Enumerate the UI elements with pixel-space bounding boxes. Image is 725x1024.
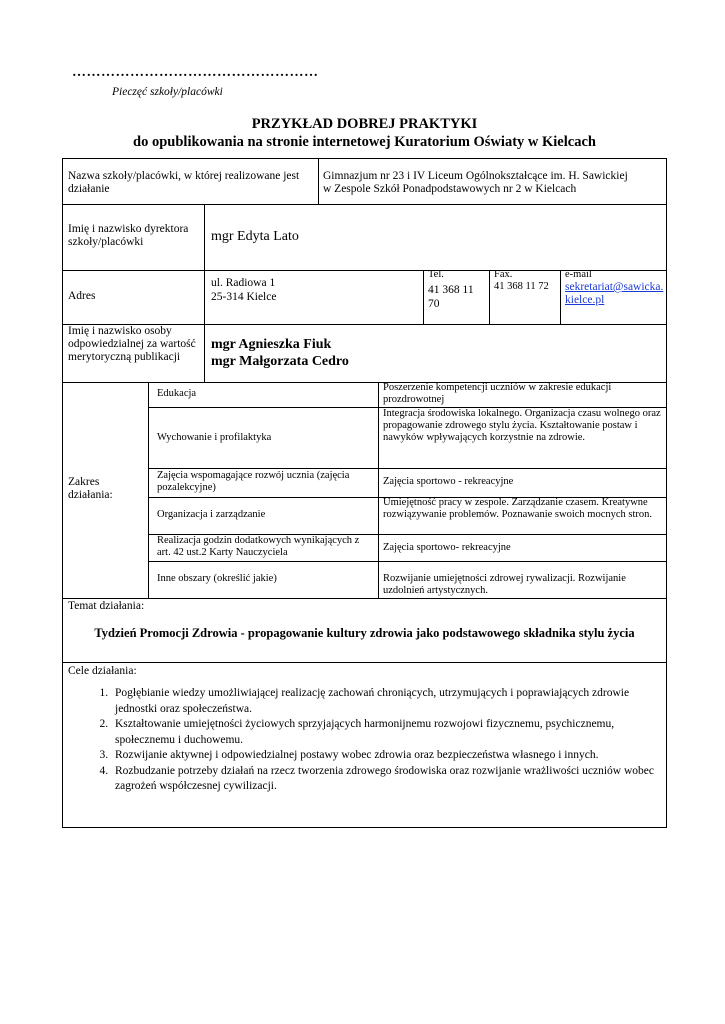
address-city: 25-314 Kielce <box>211 291 277 303</box>
goal-item: 1. Pogłębianie wiedzy umożliwiającej realizację zachowań chroniących, utrzymujących i poprawiających zdrowie jednostki oraz społeczeństwa. <box>111 686 662 717</box>
scope-area: Zajęcia wspomagające rozwój ucznia (zajęcia pozalekcyjne) <box>157 470 350 493</box>
address-label: Adres <box>68 290 96 302</box>
scope-area: Wychowanie i profilaktyka <box>157 432 272 443</box>
scope-desc: Umiejętność pracy w zespole. Zarządzanie czasem. Kreatywne rozwiązywanie problemów. Poznawanie swoich mocnych stron. <box>383 497 653 520</box>
scope-desc: Zajęcia sportowo- rekreacyjne <box>383 542 511 553</box>
responsible-person-2: mgr Małgorzata Cedro <box>211 354 349 369</box>
document-title: PRZYKŁAD DOBREJ PRAKTYKI <box>251 116 478 132</box>
school-name-line1: Gimnazjum nr 23 i IV Liceum Ogólnokształcące im. H. Sawickiej <box>323 170 628 182</box>
goal-item: 2. Kształtowanie umiejętności życiowych sprzyjających harmonijnemu rozwojowi fizycznemu, psychicznemu, społecznemu i duchowemu. <box>111 717 662 748</box>
goals-list-container <box>77 686 662 795</box>
goal-item: 4. Rozbudzanie potrzeby działań na rzecz tworzenia zdrowego środowiska oraz rozwijanie wrażliwości uczniów wobec zagrożeń współczesnej cywilizacji. <box>111 764 662 795</box>
goal-item: 3. Rozwijanie aktywnej i odpowiedzialnej postawy wobec zdrowia oraz bezpieczeństwa własnego i innych. <box>111 748 662 764</box>
school-name-line2: w Zespole Szkół Ponadpodstawowych nr 2 w Kielcach <box>323 183 577 195</box>
goals-label: Cele działania: <box>68 665 137 677</box>
responsible-label: Imię i nazwisko osoby odpowiedzialnej za wartość merytoryczną publikacji <box>68 325 196 363</box>
fax-value: 41 368 11 72 <box>494 281 549 292</box>
scope-area: Organizacja i zarządzanie <box>157 509 266 520</box>
director-name: mgr Edyta Lato <box>211 229 299 244</box>
scope-label-line1: Zakres <box>68 476 100 488</box>
stamp-label: Pieczęć szkoły/placówki <box>112 86 223 98</box>
email-link-line2[interactable]: kielce.pl <box>565 294 605 306</box>
topic-label: Temat działania: <box>68 600 145 612</box>
tel-label: Tel. <box>428 269 444 280</box>
document-subtitle: do opublikowania na stronie internetowej Kuratorium Oświaty w Kielcach <box>133 134 596 150</box>
school-stamp-area <box>72 65 319 98</box>
email-label: e-mail <box>565 269 592 280</box>
school-name-label: Nazwa szkoły/placówki, w której realizowane jest działanie <box>68 170 300 195</box>
scope-desc: Rozwijanie umiejętności zdrowej rywalizacji. Rozwijanie uzdolnień artystycznych. <box>383 573 626 596</box>
director-label: Imię i nazwisko dyrektora szkoły/placówki <box>68 223 189 248</box>
responsible-person-1: mgr Agnieszka Fiuk <box>211 337 332 352</box>
topic-value: Tydzień Promocji Zdrowia - propagowanie kultury zdrowia jako podstawowego składnika stylu życia <box>94 626 635 640</box>
email-link-line1[interactable]: sekretariat@sawicka. <box>565 281 664 293</box>
scope-area: Edukacja <box>157 388 197 399</box>
address-street: ul. Radiowa 1 <box>211 277 276 289</box>
info-table <box>62 158 667 828</box>
tel-value: 41 368 11 70 <box>428 284 474 310</box>
scope-area: Inne obszary (określić jakie) <box>157 573 277 584</box>
scope-desc: Integracja środowiska lokalnego. Organizacja czasu wolnego oraz propagowanie zdrowego stylu życia. Kształtowanie postaw i nawyków wpływających korzystnie na zdrowie. <box>383 408 661 443</box>
scope-desc: Zajęcia sportowo - rekreacyjne <box>383 476 514 487</box>
fax-label: Fax. <box>494 269 513 280</box>
scope-desc: Poszerzenie kompetencji uczniów w zakresie edukacji prozdrowotnej <box>383 382 612 405</box>
scope-label-line2: działania: <box>68 489 113 501</box>
stamp-dotted-line: …………………………………………… <box>72 65 319 80</box>
goals-list <box>77 686 662 795</box>
scope-area: Realizacja godzin dodatkowych wynikających z art. 42 ust.2 Karty Nauczyciela <box>157 535 360 558</box>
